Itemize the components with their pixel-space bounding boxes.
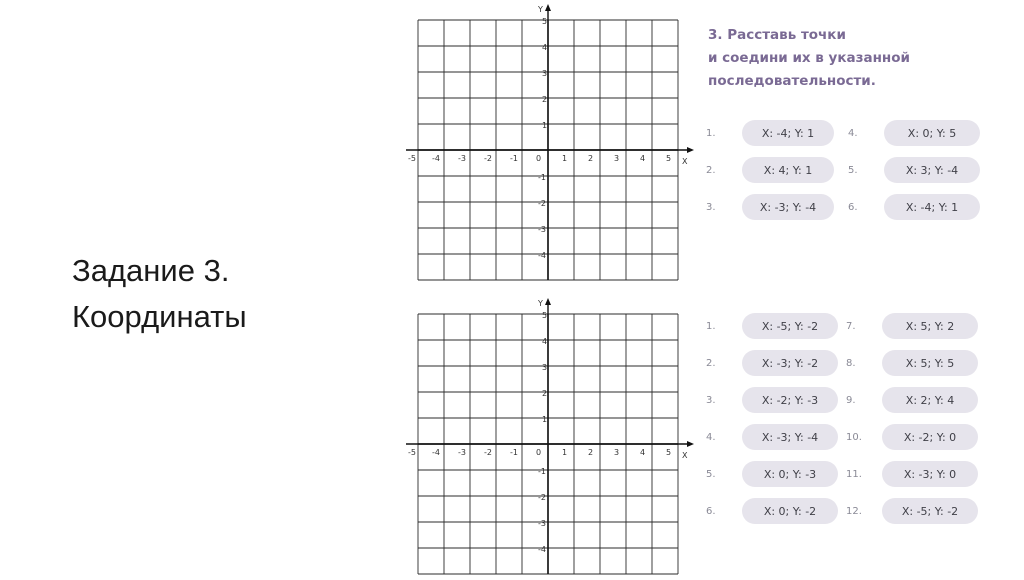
x-tick-label: 5: [666, 154, 672, 163]
point-number: 10.: [846, 431, 862, 443]
x-axis-label: X: [682, 157, 688, 166]
point-coordinates: X: -4; Y: 1: [884, 194, 980, 220]
point-item: [706, 313, 838, 339]
point-number: 4.: [848, 127, 858, 139]
coordinate-grid-bottom: [400, 290, 700, 580]
y-tick-label: 5: [542, 311, 548, 320]
point-coordinates: X: 2; Y: 4: [882, 387, 978, 413]
point-item: [846, 313, 978, 339]
y-tick-label: 1: [542, 415, 548, 424]
x-tick-label: 5: [666, 448, 672, 457]
point-number: 6.: [848, 201, 858, 213]
y-tick-label: -1: [538, 467, 546, 476]
x-tick-label: 4: [640, 448, 646, 457]
point-number: 12.: [846, 505, 862, 517]
point-coordinates: X: 0; Y: 5: [884, 120, 980, 146]
point-number: 8.: [846, 357, 856, 369]
point-item: [846, 498, 978, 524]
point-coordinates: X: -3; Y: 0: [882, 461, 978, 487]
y-tick-label: -3: [538, 225, 546, 234]
point-coordinates: X: 0; Y: -3: [742, 461, 838, 487]
point-item: [706, 424, 838, 450]
x-tick-label: -5: [408, 448, 416, 457]
y-tick-label: 4: [542, 43, 548, 52]
y-tick-label: -4: [538, 545, 546, 554]
point-item: [846, 461, 978, 487]
point-coordinates: X: 5; Y: 5: [882, 350, 978, 376]
point-number: 1.: [706, 320, 716, 332]
task-heading-line2: и соедини их в указанной: [708, 50, 910, 66]
point-number: 3.: [706, 394, 716, 406]
x-tick-label: 4: [640, 154, 646, 163]
x-tick-label: 2: [588, 154, 594, 163]
point-number: 11.: [846, 468, 862, 480]
point-item: [706, 350, 838, 376]
x-tick-label: -3: [458, 154, 466, 163]
point-coordinates: X: -3; Y: -2: [742, 350, 838, 376]
point-coordinates: X: 5; Y: 2: [882, 313, 978, 339]
slide-title-line2: Координаты: [72, 299, 247, 334]
point-number: 3.: [706, 201, 716, 213]
point-number: 6.: [706, 505, 716, 517]
point-item: [848, 194, 980, 220]
slide-title-line1: Задание 3.: [72, 253, 230, 288]
y-tick-label: -4: [538, 251, 546, 260]
point-item: [848, 157, 980, 183]
y-tick-label: 4: [542, 337, 548, 346]
point-item: [846, 350, 978, 376]
point-item: [706, 194, 834, 220]
x-tick-label: -5: [408, 154, 416, 163]
y-axis-arrow: [545, 298, 551, 305]
x-tick-label: 0: [536, 154, 542, 163]
task-heading-line3: последовательности.: [708, 73, 876, 89]
x-tick-label: -1: [510, 154, 518, 163]
point-coordinates: X: 4; Y: 1: [742, 157, 834, 183]
point-item: [706, 120, 834, 146]
x-tick-label: -4: [432, 154, 440, 163]
x-tick-label: -1: [510, 448, 518, 457]
point-item: [846, 424, 978, 450]
y-tick-label: 1: [542, 121, 548, 130]
x-tick-label: 1: [562, 154, 568, 163]
point-number: 1.: [706, 127, 716, 139]
y-tick-label: 3: [542, 69, 548, 78]
point-item: [848, 120, 980, 146]
point-coordinates: X: -5; Y: -2: [742, 313, 838, 339]
point-number: 9.: [846, 394, 856, 406]
y-tick-label: -3: [538, 519, 546, 528]
slide-title: [72, 248, 247, 340]
point-item: [846, 387, 978, 413]
x-tick-label: -2: [484, 448, 492, 457]
point-coordinates: X: -2; Y: 0: [882, 424, 978, 450]
point-coordinates: X: -5; Y: -2: [882, 498, 978, 524]
y-tick-label: 2: [542, 389, 548, 398]
coordinate-grid-top: [400, 0, 700, 290]
x-tick-label: 1: [562, 448, 568, 457]
x-tick-label: -4: [432, 448, 440, 457]
point-number: 5.: [706, 468, 716, 480]
point-number: 2.: [706, 357, 716, 369]
point-coordinates: X: 0; Y: -2: [742, 498, 838, 524]
point-item: [706, 461, 838, 487]
x-tick-label: -2: [484, 154, 492, 163]
x-tick-label: 0: [536, 448, 542, 457]
point-coordinates: X: -3; Y: -4: [742, 194, 834, 220]
x-tick-label: -3: [458, 448, 466, 457]
y-tick-label: 5: [542, 17, 548, 26]
y-tick-label: -2: [538, 493, 546, 502]
y-tick-label: -2: [538, 199, 546, 208]
y-axis-label: Y: [538, 5, 543, 14]
task-heading-line1: 3. Расставь точки: [708, 27, 846, 43]
x-tick-label: 3: [614, 448, 620, 457]
y-tick-label: 3: [542, 363, 548, 372]
point-number: 5.: [848, 164, 858, 176]
worksheet-image: [400, 0, 985, 574]
x-axis-arrow: [687, 147, 694, 153]
x-axis-label: X: [682, 451, 688, 460]
point-number: 7.: [846, 320, 856, 332]
task-heading: [708, 24, 978, 93]
x-tick-label: 3: [614, 154, 620, 163]
point-coordinates: X: -2; Y: -3: [742, 387, 838, 413]
point-number: 4.: [706, 431, 716, 443]
point-coordinates: X: -3; Y: -4: [742, 424, 838, 450]
x-tick-label: 2: [588, 448, 594, 457]
x-axis-arrow: [687, 441, 694, 447]
y-tick-label: 2: [542, 95, 548, 104]
y-axis-label: Y: [538, 299, 543, 308]
point-item: [706, 157, 834, 183]
y-axis-arrow: [545, 4, 551, 11]
point-item: [706, 498, 838, 524]
y-tick-label: -1: [538, 173, 546, 182]
point-item: [706, 387, 838, 413]
point-coordinates: X: -4; Y: 1: [742, 120, 834, 146]
point-coordinates: X: 3; Y: -4: [884, 157, 980, 183]
point-number: 2.: [706, 164, 716, 176]
